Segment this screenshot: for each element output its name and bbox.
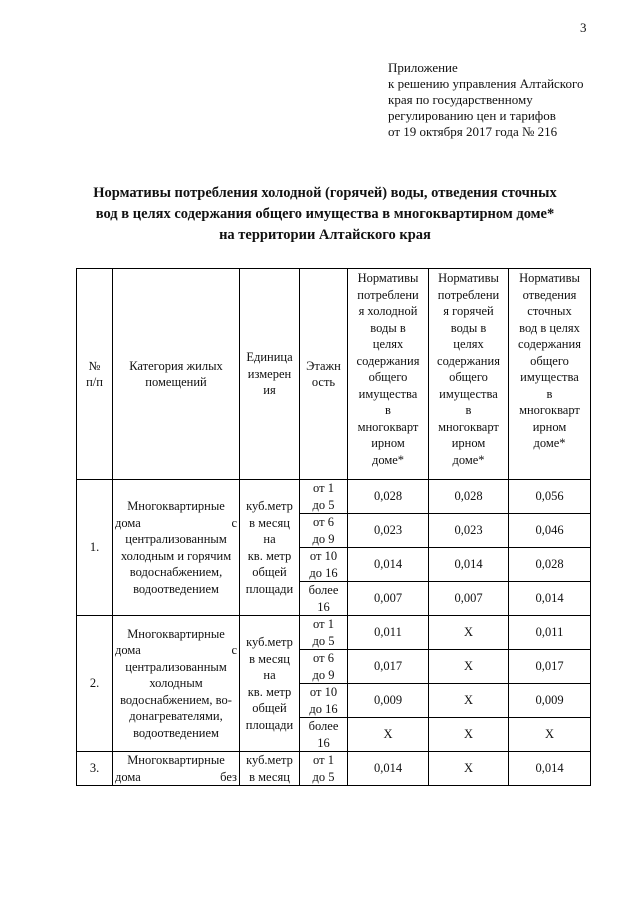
sewage-value: 0,028 xyxy=(509,548,591,582)
category-word: централизованным xyxy=(125,532,227,546)
cold-water-value: 0,014 xyxy=(348,548,429,582)
header-num xyxy=(77,269,113,480)
category-word: без xyxy=(220,769,237,784)
header-line: целях xyxy=(372,337,404,351)
cold-water-value: 0,011 xyxy=(348,616,429,650)
header-line: ирном xyxy=(451,436,486,450)
category-word: Многоквартирные xyxy=(127,499,225,513)
sewage-value: 0,056 xyxy=(509,480,591,514)
header-line: № xyxy=(88,358,101,373)
header-line: многокварт xyxy=(357,419,419,434)
floors-line: до 16 xyxy=(309,565,338,580)
category-word: централизованным xyxy=(125,659,227,674)
table-row xyxy=(77,480,591,514)
header-line: Этажн xyxy=(306,358,341,373)
header-line: имущества xyxy=(520,370,579,384)
floors-line: 16 xyxy=(317,735,330,750)
floors-cell xyxy=(300,752,348,786)
unit-cell xyxy=(240,480,300,616)
hot-water-value: Х xyxy=(429,650,509,684)
cold-water-value: 0,017 xyxy=(348,650,429,684)
category-word: Многоквартирные xyxy=(127,753,225,767)
category-line xyxy=(115,642,237,659)
cold-water-value: 0,009 xyxy=(348,684,429,718)
header-category xyxy=(113,269,240,480)
header-line: вод в целях xyxy=(519,320,580,335)
category-line xyxy=(115,708,237,725)
floors-line: до 5 xyxy=(312,497,335,512)
unit-line: общей xyxy=(252,701,287,715)
floors-line: от 6 xyxy=(313,515,334,529)
header-line: общего xyxy=(530,353,569,368)
category-word: Многоквартирные xyxy=(127,626,225,641)
hot-water-value: 0,007 xyxy=(429,582,509,616)
header-line: общего xyxy=(449,370,488,384)
category-line xyxy=(115,725,237,742)
floors-line: до 9 xyxy=(312,667,335,682)
header-line: я холодной xyxy=(358,304,418,318)
unit-line: в месяц xyxy=(249,515,290,530)
cold-water-value: Х xyxy=(348,718,429,752)
header-line: Нормативы xyxy=(519,271,580,285)
header-line: имущества xyxy=(439,386,498,401)
category-word: дома xyxy=(115,769,141,784)
header-cold-water xyxy=(348,269,429,480)
appendix-block xyxy=(388,60,628,140)
header-line: я горячей xyxy=(443,304,494,318)
category-line xyxy=(115,564,237,581)
category-line xyxy=(115,581,237,598)
header-line: ия xyxy=(263,383,276,398)
floors-line: до 16 xyxy=(309,701,338,716)
header-line: доме* xyxy=(452,452,485,467)
unit-cell xyxy=(240,616,300,752)
unit-line: в месяц xyxy=(249,769,290,784)
unit-line: куб.метр xyxy=(246,753,293,767)
category-cell xyxy=(113,480,240,616)
header-line: содержания xyxy=(356,353,420,368)
floors-line: до 5 xyxy=(312,633,335,648)
unit-line: кв. метр xyxy=(247,548,292,563)
category-word: водоснабжением, xyxy=(129,565,223,579)
header-line: потреблени xyxy=(437,287,500,302)
header-line: Единица xyxy=(246,350,293,365)
hot-water-value: 0,028 xyxy=(429,480,509,514)
floors-cell xyxy=(300,548,348,582)
row-number: 1. xyxy=(77,480,113,616)
floors-line: 16 xyxy=(317,599,330,614)
category-line xyxy=(115,659,237,676)
hot-water-value: 0,014 xyxy=(429,548,509,582)
header-floors xyxy=(300,269,348,480)
floors-cell xyxy=(300,480,348,514)
table-row xyxy=(77,752,591,786)
sewage-value: 0,009 xyxy=(509,684,591,718)
header-line: Категория жилых xyxy=(129,358,223,373)
category-word: водоотведением xyxy=(133,581,219,596)
header-line: потреблени xyxy=(357,287,419,302)
header-line: содержания xyxy=(518,337,581,351)
unit-line: кв. метр xyxy=(247,684,292,699)
floors-cell xyxy=(300,650,348,684)
category-word: водоотведением xyxy=(133,725,219,740)
header-line: в xyxy=(385,403,391,417)
category-line xyxy=(115,752,237,769)
category-word: холодным и горячим xyxy=(120,548,232,563)
header-line: воды в xyxy=(450,320,487,335)
appendix-line: от 19 октября 2017 года № 216 xyxy=(388,124,558,139)
category-line xyxy=(115,692,237,709)
header-line: целях xyxy=(453,337,484,351)
category-cell xyxy=(113,752,240,786)
title-line: вод в целях содержания общего имущества в многоквартирном доме* xyxy=(95,206,555,222)
sewage-value: Х xyxy=(509,718,591,752)
header-line: в xyxy=(465,403,472,417)
hot-water-value: 0,023 xyxy=(429,514,509,548)
header-line: многокварт xyxy=(519,403,580,417)
floors-line: до 5 xyxy=(312,769,335,784)
unit-line: площади xyxy=(245,581,294,596)
sewage-value: 0,046 xyxy=(509,514,591,548)
unit-line: общей xyxy=(252,565,287,579)
category-line xyxy=(115,498,237,515)
title-line: Нормативы потребления холодной (горячей) воды, отведения сточных xyxy=(93,185,557,201)
category-line xyxy=(115,515,237,532)
header-line: отведения xyxy=(522,287,577,302)
appendix-line: Приложение xyxy=(388,60,458,75)
header-line: ирном xyxy=(371,436,405,450)
header-line: помещений xyxy=(145,375,207,389)
header-line: в xyxy=(546,386,553,401)
category-line xyxy=(115,626,237,643)
header-line: измерен xyxy=(247,366,292,381)
sewage-value: 0,014 xyxy=(509,752,591,786)
floors-cell xyxy=(300,718,348,752)
category-word: с xyxy=(231,643,237,658)
header-line: воды в xyxy=(370,320,406,335)
row-number: 2. xyxy=(77,616,113,752)
cold-water-value: 0,028 xyxy=(348,480,429,514)
header-line: Нормативы xyxy=(357,271,419,285)
category-cell xyxy=(113,616,240,752)
row-number: 3. xyxy=(77,752,113,786)
table-header-row xyxy=(77,269,591,480)
category-word: холодным xyxy=(149,676,203,691)
category-word: дома xyxy=(115,515,141,530)
floors-line: от 6 xyxy=(313,651,334,665)
floors-line: более xyxy=(308,583,339,597)
category-word: водоснабжением, во- xyxy=(120,692,232,707)
header-line: ирном xyxy=(532,419,567,434)
header-hot-water xyxy=(429,269,509,480)
hot-water-value: Х xyxy=(429,684,509,718)
floors-line: от 1 xyxy=(313,481,334,495)
floors-line: от 10 xyxy=(309,685,338,699)
category-word: дома xyxy=(115,643,141,658)
norms-table xyxy=(76,268,591,786)
appendix-line: регулированию цен и тарифов xyxy=(388,108,556,123)
document-title xyxy=(60,183,590,246)
floors-cell xyxy=(300,582,348,616)
header-line: п/п xyxy=(86,375,103,389)
header-line: сточных xyxy=(527,304,572,318)
category-line xyxy=(115,548,237,565)
header-sewage xyxy=(509,269,591,480)
unit-line: куб.метр xyxy=(246,499,293,513)
floors-cell xyxy=(300,616,348,650)
floors-line: от 1 xyxy=(313,617,334,631)
appendix-line: к решению управления Алтайского xyxy=(388,76,584,91)
category-line xyxy=(115,531,237,548)
header-line: доме* xyxy=(533,436,566,450)
header-line: ость xyxy=(311,375,336,389)
floors-cell xyxy=(300,514,348,548)
unit-line: в месяц xyxy=(249,651,290,666)
floors-line: более xyxy=(308,719,339,733)
floors-line: от 10 xyxy=(309,549,338,563)
floors-cell xyxy=(300,684,348,718)
sewage-value: 0,011 xyxy=(509,616,591,650)
appendix-line: края по государственному xyxy=(388,92,533,107)
sewage-value: 0,014 xyxy=(509,582,591,616)
cold-water-value: 0,023 xyxy=(348,514,429,548)
category-line xyxy=(115,769,237,786)
hot-water-value: Х xyxy=(429,752,509,786)
title-line: на территории Алтайского края xyxy=(219,227,431,243)
table-body xyxy=(77,480,591,786)
hot-water-value: Х xyxy=(429,616,509,650)
sewage-value: 0,017 xyxy=(509,650,591,684)
header-line: содержания xyxy=(437,353,500,368)
header-line: доме* xyxy=(371,452,405,467)
unit-line: куб.метр xyxy=(246,635,293,649)
cold-water-value: 0,014 xyxy=(348,752,429,786)
category-word: донагревателями, xyxy=(129,709,223,724)
header-line: многокварт xyxy=(438,419,499,434)
header-line: Нормативы xyxy=(438,271,499,285)
header-line: общего xyxy=(368,370,408,384)
header-unit xyxy=(240,269,300,480)
cold-water-value: 0,007 xyxy=(348,582,429,616)
floors-line: до 9 xyxy=(312,531,335,546)
unit-line: площади xyxy=(245,717,294,732)
header-line: имущества xyxy=(358,386,418,401)
page-number: 3 xyxy=(580,20,587,35)
hot-water-value: Х xyxy=(429,718,509,752)
table-row xyxy=(77,616,591,650)
unit-line: на xyxy=(263,532,276,546)
category-line xyxy=(115,675,237,692)
category-word: с xyxy=(231,515,237,530)
floors-line: от 1 xyxy=(313,753,334,767)
unit-line: на xyxy=(263,668,276,682)
unit-cell xyxy=(240,752,300,786)
